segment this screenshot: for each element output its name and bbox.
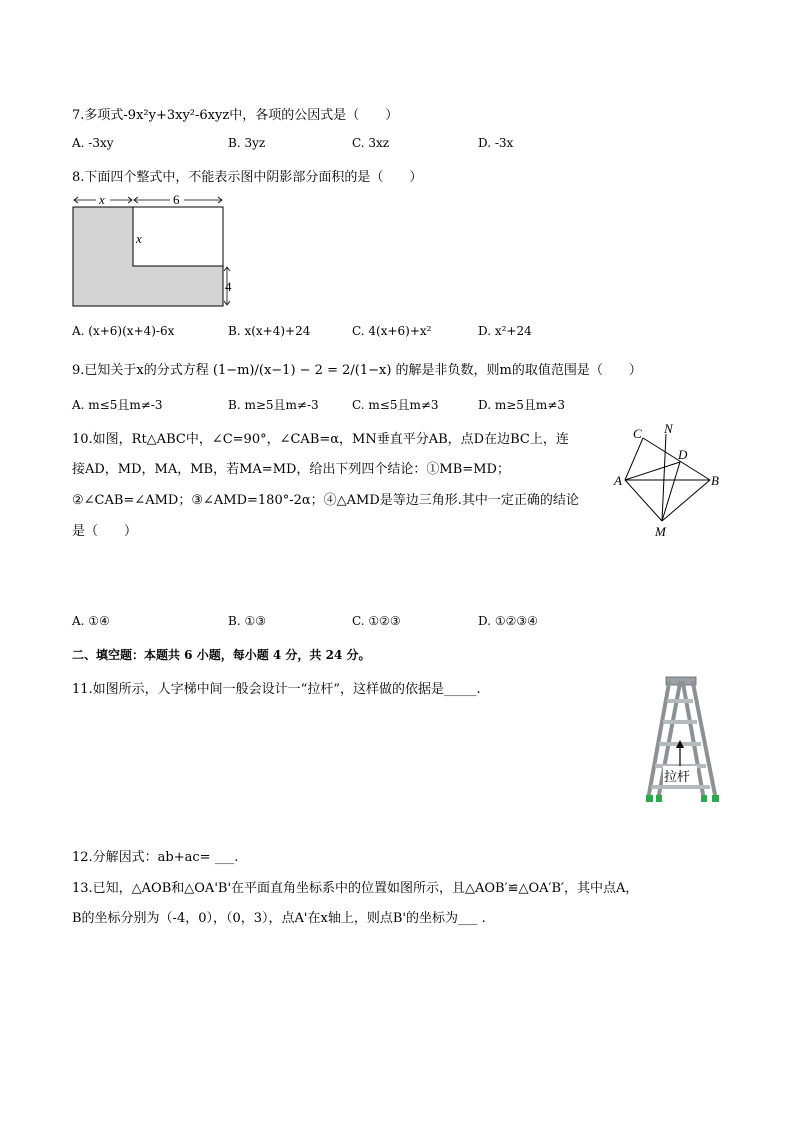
q10-option-b: B. ①③ <box>228 614 266 628</box>
q10-stem-line4: 是（ ） <box>72 524 138 539</box>
q8-label-x-mid: x <box>136 231 142 246</box>
q10-label-c: C <box>633 426 642 441</box>
q8-stem: 8.下面四个整式中，不能表示图中阴影部分面积的是（ ） <box>72 170 423 185</box>
q8-shaded-area-figure <box>66 190 246 312</box>
q9-option-c: C. m≤5且m≠3 <box>352 398 439 412</box>
q12-stem: 12.分解因式：ab+ac= ___. <box>72 850 239 865</box>
q10-label-b: B <box>711 473 719 488</box>
q10-label-n: N <box>664 421 673 436</box>
q10-stem-line2: 接AD，MD，MA，MB，若MA=MD，给出下列四个结论：①MB=MD； <box>72 462 510 477</box>
q7-option-c: C. 3xz <box>352 136 390 150</box>
section-heading-fill-in: 二、填空题：本题共 6 小题，每小题 4 分，共 24 分。 <box>72 648 371 662</box>
q7-option-a: A. -3xy <box>72 136 114 150</box>
q9-stem: 9.已知关于x的分式方程 (1−m)/(x−1) − 2 = 2/(1−x) 的解是非负数，则m的取值范围是（ ） <box>72 363 642 378</box>
q10-label-a: A <box>614 473 622 488</box>
q10-option-a: A. ①④ <box>72 614 110 628</box>
q8-option-b: B. x(x+4)+24 <box>228 324 311 338</box>
q13-stem-line2: B的坐标分别为（-4，0），（0，3），点A'在x轴上，则点B'的坐标为___ . <box>72 911 486 926</box>
q10-option-d: D. ①②③④ <box>478 614 538 628</box>
q8-option-d: D. x²+24 <box>478 324 532 338</box>
q11-ladder-label: 拉杆 <box>664 769 691 784</box>
q11-stem: 11.如图所示，人字梯中间一般会设计一“拉杆”，这样做的依据是_____. <box>72 682 481 697</box>
q13-stem-line1: 13.已知，△AOB和△OA'B'在平面直角坐标系中的位置如图所示，且△AOB′≌△OA′B′，其中点A， <box>72 881 639 896</box>
q8-label-6: 6 <box>173 192 180 207</box>
q8-option-c: C. 4(x+6)+x² <box>352 324 432 338</box>
q9-option-a: A. m≤5且m≠-3 <box>72 398 163 412</box>
q10-geometry-figure <box>598 418 728 543</box>
q8-option-a: A. (x+6)(x+4)-6x <box>72 324 175 338</box>
q11-ladder-figure <box>636 674 726 806</box>
q8-label-4: 4 <box>225 279 232 294</box>
q10-stem-line1: 10.如图，Rt△ABC中，∠C=90°，∠CAB=α，MN垂直平分AB，点D在边BC上，连 <box>72 432 569 447</box>
q8-label-x-top: x <box>99 192 105 207</box>
q10-label-m: M <box>655 524 666 539</box>
q7-stem: 7.多项式-9x²y+3xy²-6xyz中，各项的公因式是（ ） <box>72 108 399 123</box>
q10-stem-line3: ②∠CAB=∠AMD；③∠AMD=180°-2α；④△AMD是等边三角形.其中一定正确的结论 <box>72 493 579 508</box>
q10-option-c: C. ①②③ <box>352 614 401 628</box>
q9-option-d: D. m≥5且m≠3 <box>478 398 565 412</box>
q7-option-d: D. -3x <box>478 136 514 150</box>
q9-option-b: B. m≥5且m≠-3 <box>228 398 319 412</box>
q7-option-b: B. 3yz <box>228 136 266 150</box>
q10-label-d: D <box>678 447 688 462</box>
